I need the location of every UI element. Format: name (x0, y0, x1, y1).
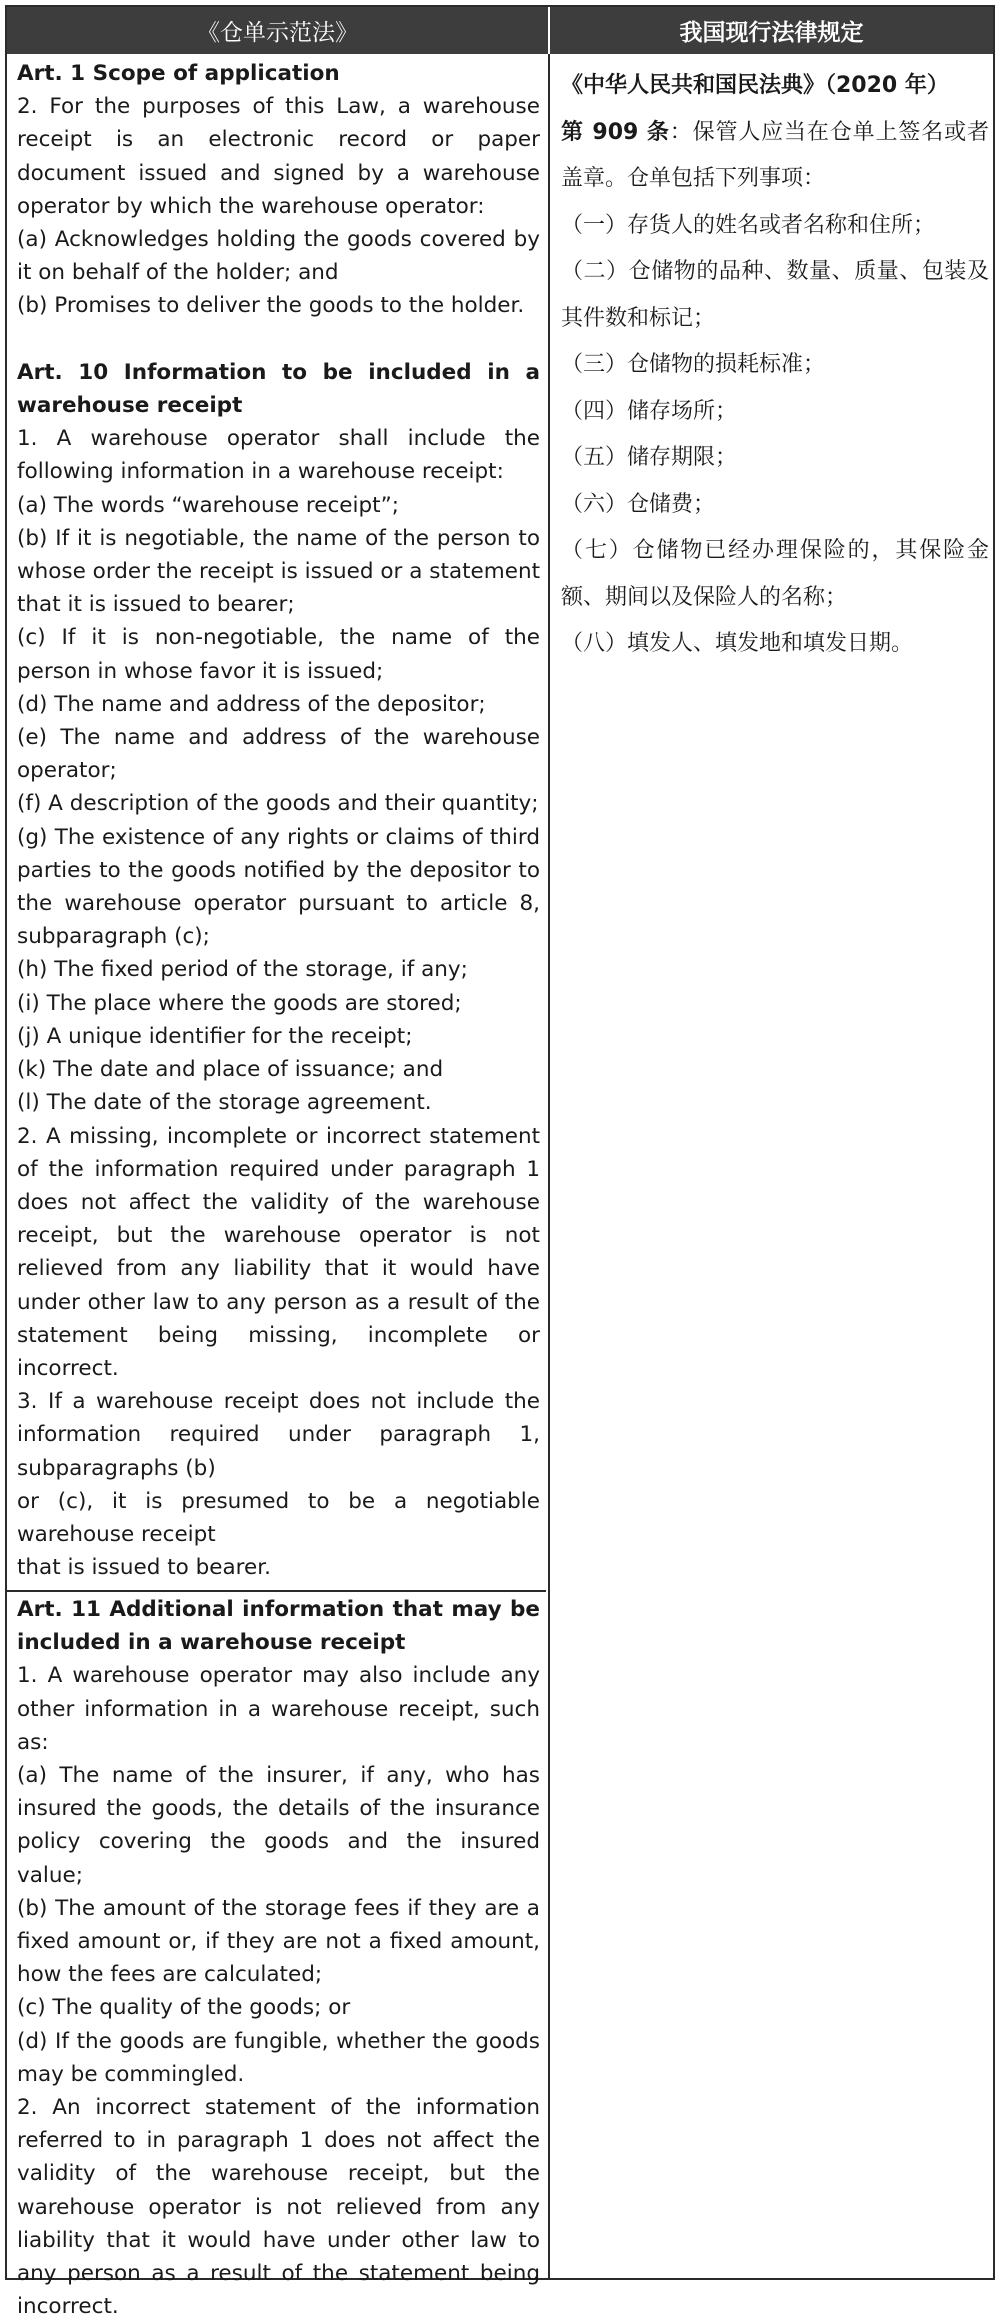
paragraph: 2. A missing, incomplete or incorrect statement of the information required under paragraph 1 does not affect the validity of the warehouse receipt, but the warehouse operator is not relieved from any liability that it would have under other law to any person as a result of the statement being missing, incomplete or incorrect. (17, 1123, 540, 1381)
paragraph: (b) The amount of the storage fees if they are a fixed amount or, if they are not a fixed amount, how the fees are calculated; (17, 1895, 540, 1988)
paragraph: (i) The place where the goods are stored; (17, 990, 462, 1016)
paragraph: (c) If it is non-negotiable, the name of the person in whose favor it is issued; (17, 625, 540, 684)
blank-line (17, 323, 540, 356)
paragraph: (k) The date and place of issuance; and (17, 1057, 444, 1083)
list-item: （二）仓储物的品种、数量、质量、包装及其件数和标记； (561, 259, 989, 331)
list-item: （六）仓储费； (561, 491, 716, 517)
article-909-label: 第 909 条 (561, 119, 670, 145)
list-item: （七）仓储物已经办理保险的，其保险金额、期间以及保险人的名称； (561, 538, 989, 610)
list-item: （八）填发人、填发地和填发日期。 (561, 631, 914, 656)
code-title: 《中华人民共和国民法典》（2020 年） (561, 73, 949, 98)
header-left-title: 《仓单示范法》 (7, 7, 548, 54)
column-divider-lower (548, 1590, 550, 2278)
paragraph: 1. A warehouse operator shall include the following information in a warehouse receipt: (17, 426, 540, 485)
paragraph: (h) The fixed period of the storage, if any; (17, 957, 468, 983)
row-divider (7, 1590, 546, 1592)
article-909-intro (561, 110, 989, 203)
paragraph: (f) A description of the goods and their quantity; (17, 791, 539, 817)
paragraph: (a) The name of the insurer, if any, who has insured the goods, the details of the insurance policy covering the goods and the insured value; (17, 1763, 540, 1888)
right-cell-civil-code (561, 63, 989, 668)
left-cell-art-11 (17, 1593, 540, 2323)
paragraph: (b) If it is negotiable, the name of the person to whose order the receipt is issued or a statement that it is issued to bearer; (17, 525, 540, 618)
paragraph: 1. A warehouse operator may also include any other information in a warehouse receipt, such as: (17, 1663, 540, 1755)
paragraph: (c) The quality of the goods; or (17, 1995, 351, 2021)
paragraph: (a) Acknowledges holding the goods covered by it on behalf of the holder; and (17, 227, 540, 286)
article-heading: Art. 10 Information to be included in a warehouse receipt (17, 359, 540, 419)
list-item: （三）仓储物的损耗标准； (561, 352, 826, 377)
paragraph: that is issued to bearer. (17, 1555, 271, 1581)
paragraph: (b) Promises to deliver the goods to the holder. (17, 293, 525, 319)
column-divider-upper (548, 54, 550, 1590)
paragraph: (e) The name and address of the warehouse operator; (17, 725, 540, 784)
list-item: （一）存货人的姓名或者名称和住所； (561, 212, 936, 238)
list-item: （四）储存场所； (561, 398, 738, 424)
paragraph: 3. If a warehouse receipt does not include the information required under paragraph 1, subparagraphs (b) (17, 1389, 540, 1481)
comparison-table (5, 5, 995, 2320)
article-heading: Art. 11 Additional information that may be included in a warehouse receipt (17, 1597, 540, 1656)
paragraph: (a) The words “warehouse receipt”; (17, 492, 399, 518)
paragraph: (d) The name and address of the depositor; (17, 691, 486, 717)
paragraph: (d) If the goods are fungible, whether the goods may be commingled. (17, 2028, 540, 2087)
article-909-text: ：保管人应当在仓单上签名或者盖章。仓单包括下列事项： (561, 119, 989, 191)
paragraph: (j) A unique identifier for the receipt; (17, 1023, 413, 1049)
paragraph: 2. For the purposes of this Law, a warehouse receipt is an electronic record or paper document issued and signed by a warehouse operator by which the warehouse operator: (17, 94, 540, 219)
article-heading: Art. 1 Scope of application (17, 61, 340, 86)
paragraph: or (c), it is presumed to be a negotiable warehouse receipt (17, 1488, 540, 1547)
left-cell-art-1-10 (17, 57, 540, 1584)
header-right-title: 我国现行法律规定 (550, 7, 993, 54)
paragraph: (g) The existence of any rights or claims of third parties to the goods notified by the depositor to the warehouse operator pursuant to article 8, subparagraph (c); (17, 824, 540, 950)
paragraph: 2. An incorrect statement of the information referred to in paragraph 1 does not affect the validity of the warehouse receipt, but the warehouse operator is not relieved from any liability that it would have under other law to any person as a result of the statement being incorrect. (17, 2095, 540, 2320)
paragraph: (l) The date of the storage agreement. (17, 1090, 432, 1116)
list-item: （五）储存期限； (561, 445, 738, 470)
